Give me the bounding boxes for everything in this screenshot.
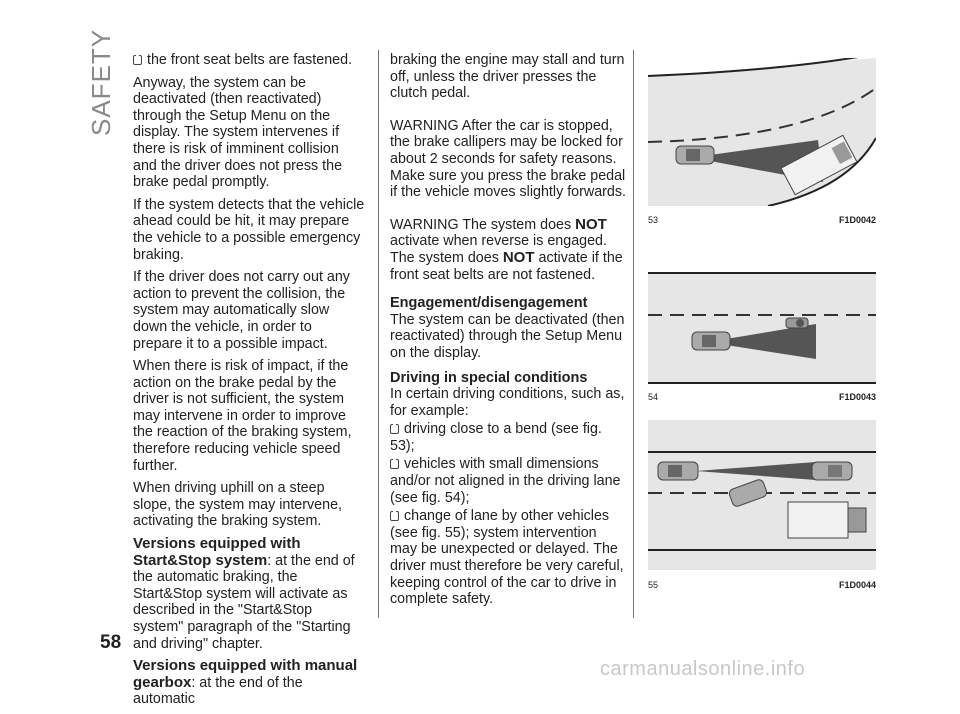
- paragraph: Versions equipped with Start&Stop system: at the end of the automatic braking, the Start&Stop system will activate as described in the "Start&Stop system" paragraph of the "Starting and driving" chapter.: [133, 535, 355, 652]
- watermark: carmanualsonline.info: [600, 658, 806, 680]
- paragraph: braking the engine may stall and turn off, unless the driver presses the clutch pedal.: [390, 52, 625, 102]
- figure-55-illustration: [648, 420, 876, 570]
- text-column-left: [133, 52, 365, 714]
- warning-paragraph: WARNING The system does NOT activate when reverse is engaged. The system does NOT activate if the front seat belts are not fastened.: [390, 215, 623, 283]
- paragraph: In certain driving conditions, such as, for example:: [390, 386, 625, 419]
- bullet-icon: [390, 459, 399, 469]
- paragraph: When there is risk of impact, if the action on the brake pedal by the driver is not sufficient, the system may intervene in order to improve the reaction of the braking system, therefore reducing vehicle speed further.: [133, 358, 352, 474]
- heading: Engagement/disengagement: [390, 295, 588, 312]
- bullet-item: change of lane by other vehicles (see fig. 55); system intervention may be unexpected or delayed. The driver must therefore be very careful, keeping control of the car to drive in complete safety.: [390, 508, 624, 608]
- bullet-item: driving close to a bend (see fig. 53);: [390, 421, 602, 454]
- column-divider: [633, 50, 634, 618]
- bullet-icon: [133, 55, 142, 65]
- paragraph: If the system detects that the vehicle ahead could be hit, it may prepare the vehicle to a possible emergency braking.: [133, 196, 365, 263]
- figure-53-illustration: [648, 58, 876, 206]
- page-number: 58: [100, 632, 122, 653]
- bullet-icon: [390, 424, 399, 434]
- paragraph: Anyway, the system can be deactivated (then reactivated) through the Setup Menu on the display. The system intervenes if there is risk of imminent collision and the driver does not press the brake pedal promptly.: [133, 74, 343, 191]
- paragraph: When driving uphill on a steep slope, the system may intervene, activating the braking system.: [133, 480, 342, 530]
- bullet-item: the front seat belts are fastened.: [133, 52, 365, 69]
- figure-54-illustration: [648, 272, 876, 384]
- paragraph: If the driver does not carry out any action to prevent the collision, the system may automatically slow down the vehicle, in order to prepare it to a possible impact.: [133, 269, 350, 352]
- warning-paragraph: WARNING After the car is stopped, the brake callipers may be locked for about 2 seconds for safety reasons. Make sure you press the brake pedal if the vehicle moves slightly forwards.: [390, 117, 626, 201]
- paragraph: Versions equipped with manual gearbox: at the end of the automatic: [133, 657, 358, 708]
- paragraph: The system can be deactivated (then reactivated) through the Setup Menu on the display.: [390, 311, 625, 361]
- section-title: SAFETY: [86, 28, 116, 136]
- text-column-middle: [390, 52, 626, 614]
- heading: Driving in special conditions: [390, 369, 588, 386]
- column-divider: [378, 50, 379, 618]
- bullet-item: vehicles with small dimensions and/or not aligned in the driving lane (see fig. 54);: [390, 456, 621, 506]
- bullet-icon: [390, 511, 399, 521]
